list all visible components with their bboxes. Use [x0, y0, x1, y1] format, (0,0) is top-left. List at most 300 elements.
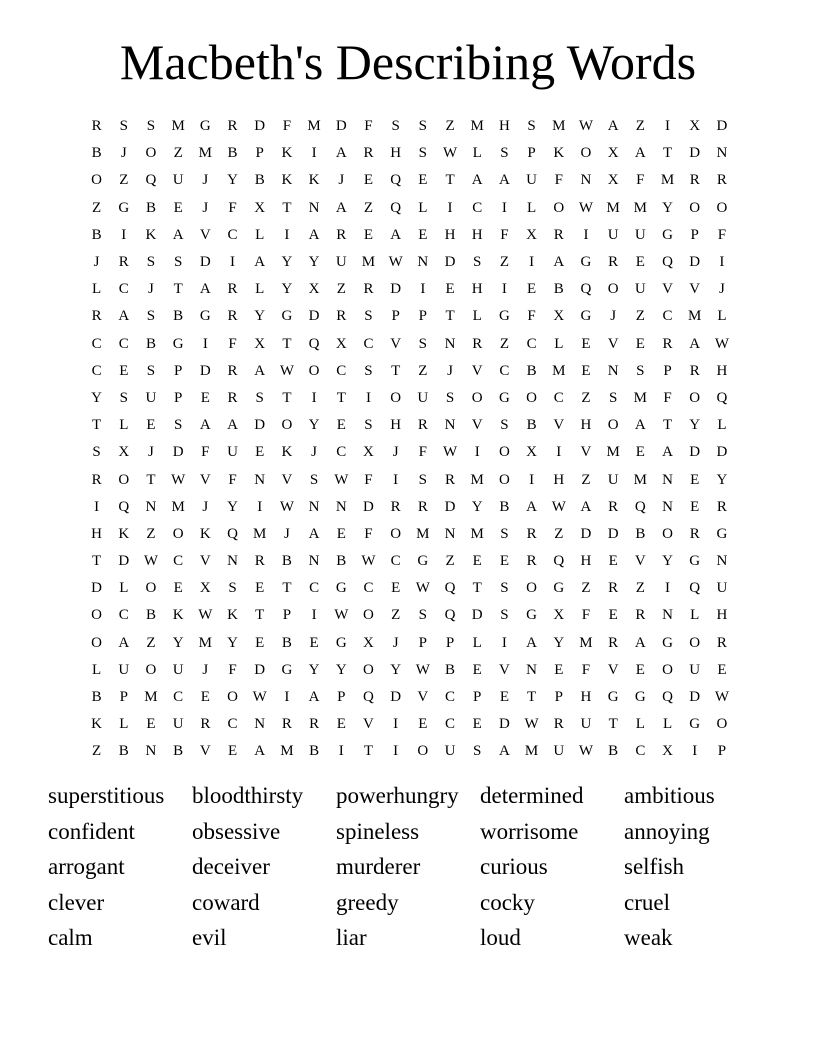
grid-letter: O — [662, 525, 673, 542]
grid-letter: H — [471, 226, 483, 243]
grid-letter: A — [308, 226, 320, 243]
grid-letter: P — [391, 308, 400, 325]
grid-letter: V — [607, 661, 619, 678]
grid-letter: D — [254, 417, 266, 434]
grid-letter: G — [716, 525, 728, 542]
grid-letter: J — [283, 525, 290, 542]
grid-letter: A — [199, 417, 211, 434]
grid-letter: R — [608, 634, 619, 651]
grid-letter: G — [498, 308, 510, 325]
grid-letter: N — [444, 417, 456, 434]
grid-letter: Y — [308, 417, 320, 434]
grid-letter: J — [610, 308, 617, 325]
grid-letter: A — [308, 525, 320, 542]
grid-letter: E — [336, 417, 346, 434]
grid-letter: W — [334, 471, 349, 488]
grid-letter: A — [227, 417, 238, 434]
grid-letter: R — [227, 118, 238, 135]
grid-letter: E — [635, 335, 645, 352]
grid-letter: J — [148, 444, 154, 461]
grid-letter: N — [444, 335, 456, 352]
grid-letter: G — [335, 634, 347, 651]
grid-letter: Y — [662, 553, 673, 570]
grid-letter: H — [716, 607, 728, 624]
grid-letter: E — [363, 172, 374, 189]
grid-letter: Y — [254, 308, 266, 325]
grid-letter: X — [526, 226, 538, 243]
grid-letter: V — [634, 553, 646, 570]
grid-letter: O — [227, 689, 238, 706]
grid-letter: C — [445, 716, 456, 733]
grid-letter: Q — [662, 254, 673, 271]
grid-letter: S — [473, 743, 482, 760]
grid-letter: W — [578, 118, 594, 135]
grid-letter: H — [390, 417, 402, 434]
grid-letter: E — [608, 553, 618, 570]
grid-letter: F — [201, 444, 210, 461]
grid-letter: U — [526, 172, 538, 189]
grid-letter: O — [91, 172, 103, 189]
grid-letter: S — [500, 417, 509, 434]
grid-letter: L — [255, 281, 265, 298]
grid-letter: Y — [553, 634, 565, 651]
grid-letter: X — [118, 444, 130, 461]
grid-letter: O — [716, 716, 728, 733]
grid-letter: Z — [336, 281, 346, 298]
grid-letter: T — [173, 281, 183, 298]
grid-letter: G — [281, 308, 293, 325]
grid-letter: S — [418, 607, 428, 624]
grid-letter: R — [200, 716, 211, 733]
grid-letter: H — [553, 471, 565, 488]
grid-letter: S — [255, 389, 264, 406]
grid-letter: N — [607, 362, 619, 379]
grid-letter: B — [281, 553, 292, 570]
grid-letter: B — [145, 199, 156, 216]
grid-letter: T — [146, 471, 156, 488]
grid-letter: V — [390, 335, 402, 352]
grid-letter: R — [472, 335, 483, 352]
grid-letter: K — [281, 145, 293, 162]
grid-letter: Z — [554, 525, 564, 542]
grid-letter: N — [254, 471, 266, 488]
grid-letter: B — [526, 417, 537, 434]
grid-letter: I — [311, 607, 317, 624]
grid-letter: W — [279, 362, 294, 379]
grid-letter: R — [309, 716, 320, 733]
grid-letter: K — [172, 607, 184, 624]
grid-letter: E — [391, 580, 401, 597]
word-bank-item: cocky — [480, 889, 535, 915]
grid-letter: C — [336, 444, 347, 461]
grid-letter: I — [393, 471, 399, 488]
grid-letter: W — [578, 743, 594, 760]
word-bank-item: annoying — [624, 818, 710, 844]
grid-letter: D — [390, 689, 402, 706]
grid-letter: D — [689, 444, 701, 461]
word-bank-item: ambitious — [624, 783, 715, 808]
grid-letter: R — [445, 471, 456, 488]
grid-letter: I — [230, 254, 236, 271]
grid-letter: C — [526, 335, 537, 352]
grid-letter: F — [364, 118, 373, 135]
grid-letter: O — [689, 634, 701, 651]
grid-letter: R — [227, 362, 238, 379]
grid-letter: C — [336, 362, 347, 379]
grid-letter: B — [145, 335, 156, 352]
grid-letter: G — [199, 118, 211, 135]
grid-letter: N — [526, 661, 538, 678]
grid-letter: A — [471, 172, 483, 189]
grid-letter: N — [444, 525, 456, 542]
grid-letter: C — [499, 362, 510, 379]
grid-letter: E — [119, 362, 129, 379]
grid-letter: V — [199, 743, 211, 760]
grid-letter: V — [689, 281, 701, 298]
grid-letter: T — [445, 172, 455, 189]
grid-letter: C — [363, 335, 374, 352]
grid-letter: M — [253, 525, 267, 542]
grid-letter: X — [526, 444, 538, 461]
grid-letter: D — [91, 580, 103, 597]
grid-letter: M — [416, 525, 430, 542]
grid-letter: D — [363, 498, 374, 515]
grid-letter: B — [227, 145, 238, 162]
grid-letter: C — [227, 226, 238, 243]
grid-letter: S — [228, 580, 237, 597]
grid-letter: U — [607, 226, 619, 243]
grid-letter: D — [199, 362, 211, 379]
grid-letter: U — [335, 254, 347, 271]
grid-letter: O — [91, 607, 103, 624]
grid-letter: E — [309, 634, 319, 651]
grid-letter: J — [148, 281, 154, 298]
grid-letter: G — [689, 716, 701, 733]
grid-letter: S — [500, 607, 509, 624]
grid-letter: K — [145, 226, 157, 243]
grid-letter: G — [417, 553, 429, 570]
grid-letter: L — [255, 226, 265, 243]
grid-letter: A — [498, 743, 510, 760]
grid-letter: K — [281, 444, 293, 461]
grid-letter: T — [282, 389, 292, 406]
grid-letter: L — [119, 716, 129, 733]
grid-letter: R — [716, 498, 727, 515]
grid-letter: Y — [308, 254, 320, 271]
grid-letter: E — [336, 716, 346, 733]
grid-letter: I — [94, 498, 100, 515]
grid-letter: I — [501, 199, 507, 216]
grid-letter: A — [199, 281, 211, 298]
grid-letter: M — [606, 444, 620, 461]
grid-letter: S — [418, 145, 428, 162]
word-bank-item: spineless — [336, 818, 420, 844]
grid-letter: L — [92, 281, 102, 298]
grid-letter: N — [417, 254, 429, 271]
grid-letter: Z — [119, 172, 129, 189]
grid-letter: Y — [662, 199, 673, 216]
grid-letter: E — [363, 226, 374, 243]
grid-letter: M — [524, 743, 539, 760]
grid-letter: P — [337, 689, 346, 706]
word-bank-item: cruel — [624, 889, 670, 915]
grid-letter: I — [202, 335, 208, 352]
grid-letter: R — [689, 172, 700, 189]
grid-letter: N — [662, 607, 673, 624]
grid-letter: T — [472, 580, 482, 597]
grid-letter: M — [361, 254, 376, 271]
grid-letter: N — [716, 553, 728, 570]
grid-letter: I — [393, 716, 399, 733]
grid-letter: D — [390, 281, 402, 298]
grid-letter: L — [717, 308, 727, 325]
grid-letter: X — [553, 308, 565, 325]
grid-letter: Y — [390, 661, 402, 678]
grid-letter: W — [524, 716, 539, 733]
grid-letter: W — [361, 553, 376, 570]
grid-letter: N — [308, 498, 320, 515]
grid-letter: E — [554, 661, 564, 678]
grid-letter: B — [118, 743, 129, 760]
grid-letter: O — [662, 661, 673, 678]
grid-letter: A — [580, 498, 592, 515]
grid-letter: P — [554, 689, 563, 706]
grid-letter: E — [445, 281, 455, 298]
grid-letter: H — [390, 145, 402, 162]
grid-letter: W — [442, 145, 458, 162]
grid-letter: V — [607, 335, 619, 352]
word-bank-item: coward — [192, 889, 260, 915]
grid-letter: A — [689, 335, 701, 352]
grid-letter: L — [472, 634, 482, 651]
grid-letter: B — [173, 308, 184, 325]
grid-letter: Q — [227, 525, 238, 542]
grid-letter: I — [420, 281, 426, 298]
grid-letter: U — [444, 743, 456, 760]
grid-letter: M — [552, 118, 566, 135]
grid-letter: S — [364, 417, 373, 434]
grid-letter: U — [118, 661, 130, 678]
grid-letter: I — [311, 145, 317, 162]
grid-letter: I — [284, 689, 290, 706]
grid-letter: S — [636, 362, 645, 379]
grid-letter: E — [690, 471, 700, 488]
grid-letter: A — [172, 226, 184, 243]
grid-letter: A — [526, 634, 538, 651]
grid-letter: B — [173, 743, 184, 760]
grid-letter: A — [254, 362, 266, 379]
grid-letter: P — [119, 689, 128, 706]
grid-letter: A — [390, 226, 402, 243]
grid-letter: Q — [634, 498, 646, 515]
grid-letter: V — [417, 689, 429, 706]
grid-letter: R — [608, 498, 619, 515]
grid-letter: D — [689, 145, 701, 162]
grid-letter: M — [280, 743, 294, 760]
grid-letter: X — [662, 743, 673, 760]
grid-letter: R — [363, 145, 374, 162]
grid-letter: C — [173, 553, 184, 570]
grid-letter: V — [553, 417, 565, 434]
grid-letter: L — [418, 199, 428, 216]
grid-letter: S — [146, 362, 156, 379]
grid-letter: C — [227, 716, 238, 733]
grid-letter: D — [254, 661, 266, 678]
grid-letter: E — [255, 634, 265, 651]
grid-letter: C — [635, 743, 646, 760]
grid-letter: O — [172, 525, 184, 542]
grid-letter: A — [254, 254, 266, 271]
grid-letter: T — [92, 417, 102, 434]
grid-letter: D — [580, 525, 592, 542]
grid-letter: F — [228, 335, 237, 352]
grid-letter: E — [608, 607, 618, 624]
grid-letter: Z — [499, 335, 509, 352]
grid-letter: D — [444, 254, 456, 271]
grid-letter: E — [717, 661, 727, 678]
grid-letter: S — [92, 444, 101, 461]
grid-letter: E — [635, 661, 645, 678]
grid-letter: F — [527, 308, 536, 325]
grid-letter: O — [580, 145, 592, 162]
grid-letter: Y — [689, 417, 701, 434]
grid-letter: S — [418, 335, 428, 352]
grid-letter: M — [171, 118, 185, 135]
grid-letter: O — [526, 389, 538, 406]
grid-letter: F — [636, 172, 645, 189]
grid-letter: J — [93, 254, 100, 271]
grid-letter: I — [501, 634, 507, 651]
grid-letter: V — [281, 471, 293, 488]
grid-letter: G — [335, 580, 347, 597]
grid-letter: P — [255, 145, 264, 162]
grid-letter: E — [581, 362, 591, 379]
grid-letter: L — [554, 335, 564, 352]
grid-letter: O — [390, 389, 402, 406]
grid-letter: W — [714, 335, 729, 352]
grid-letter: U — [580, 716, 592, 733]
grid-letter: R — [635, 607, 646, 624]
grid-letter: U — [227, 444, 238, 461]
grid-letter: D — [308, 308, 320, 325]
grid-letter: E — [200, 689, 210, 706]
grid-letter: O — [607, 417, 619, 434]
grid-letter: G — [689, 553, 701, 570]
grid-letter: R — [390, 498, 401, 515]
grid-letter: P — [473, 689, 482, 706]
grid-letter: D — [689, 254, 701, 271]
grid-letter: D — [498, 716, 510, 733]
grid-letter: B — [254, 172, 265, 189]
grid-letter: Q — [118, 498, 130, 515]
grid-letter: B — [91, 689, 102, 706]
grid-letter: R — [526, 553, 537, 570]
grid-letter: N — [254, 716, 266, 733]
grid-letter: V — [662, 281, 673, 298]
grid-letter: D — [172, 444, 184, 461]
grid-letter: M — [660, 172, 675, 189]
grid-letter: B — [526, 362, 537, 379]
word-bank-item: powerhungry — [336, 783, 459, 808]
grid-letter: U — [689, 661, 701, 678]
grid-letter: M — [633, 389, 648, 406]
grid-letter: F — [364, 525, 373, 542]
grid-letter: D — [444, 498, 456, 515]
grid-letter: I — [284, 226, 290, 243]
grid-letter: M — [470, 118, 484, 135]
grid-letter: M — [198, 634, 213, 651]
grid-letter: N — [580, 172, 592, 189]
grid-letter: P — [418, 634, 428, 651]
grid-letter: Q — [145, 172, 157, 189]
word-bank-item: murderer — [336, 854, 421, 879]
grid-letter: S — [391, 118, 400, 135]
grid-letter: S — [146, 254, 156, 271]
grid-letter: A — [308, 689, 320, 706]
grid-letter: F — [228, 471, 237, 488]
grid-letter: O — [498, 444, 510, 461]
grid-letter: B — [91, 226, 102, 243]
grid-letter: Q — [689, 580, 701, 597]
grid-letter: E — [499, 553, 509, 570]
grid-letter: G — [498, 389, 510, 406]
grid-letter: S — [309, 471, 319, 488]
grid-letter: F — [228, 199, 237, 216]
grid-letter: E — [472, 553, 482, 570]
grid-letter: Z — [581, 471, 591, 488]
grid-letter: Q — [390, 199, 402, 216]
grid-letter: R — [91, 308, 102, 325]
grid-letter: N — [308, 199, 320, 216]
grid-letter: X — [308, 281, 320, 298]
grid-letter: Q — [553, 553, 565, 570]
grid-letter: S — [173, 417, 183, 434]
grid-letter: X — [199, 580, 211, 597]
grid-letter: E — [690, 498, 700, 515]
grid-letter: C — [118, 281, 129, 298]
grid-letter: O — [498, 471, 510, 488]
grid-letter: H — [91, 525, 103, 542]
grid-letter: K — [118, 525, 130, 542]
grid-letter: Y — [308, 661, 320, 678]
grid-letter: F — [663, 389, 672, 406]
grid-letter: J — [202, 498, 209, 515]
word-bank — [48, 780, 768, 958]
grid-letter: X — [607, 172, 619, 189]
grid-letter: S — [500, 145, 509, 162]
grid-letter: M — [633, 471, 648, 488]
grid-letter: X — [689, 118, 701, 135]
grid-letter: A — [335, 199, 347, 216]
grid-letter: M — [198, 145, 213, 162]
grid-letter: O — [145, 580, 157, 597]
grid-letter: E — [499, 689, 509, 706]
grid-letter: H — [498, 118, 510, 135]
grid-letter: L — [119, 580, 129, 597]
grid-letter: D — [689, 689, 701, 706]
grid-letter: N — [662, 498, 673, 515]
grid-letter: D — [254, 118, 266, 135]
grid-letter: Z — [92, 199, 102, 216]
grid-letter: L — [472, 308, 482, 325]
grid-letter: M — [606, 199, 620, 216]
grid-letter: R — [227, 308, 238, 325]
grid-letter: O — [716, 199, 728, 216]
word-bank-item: curious — [480, 854, 548, 879]
grid-letter: U — [716, 580, 728, 597]
grid-letter: J — [338, 172, 345, 189]
grid-letter: G — [199, 308, 211, 325]
